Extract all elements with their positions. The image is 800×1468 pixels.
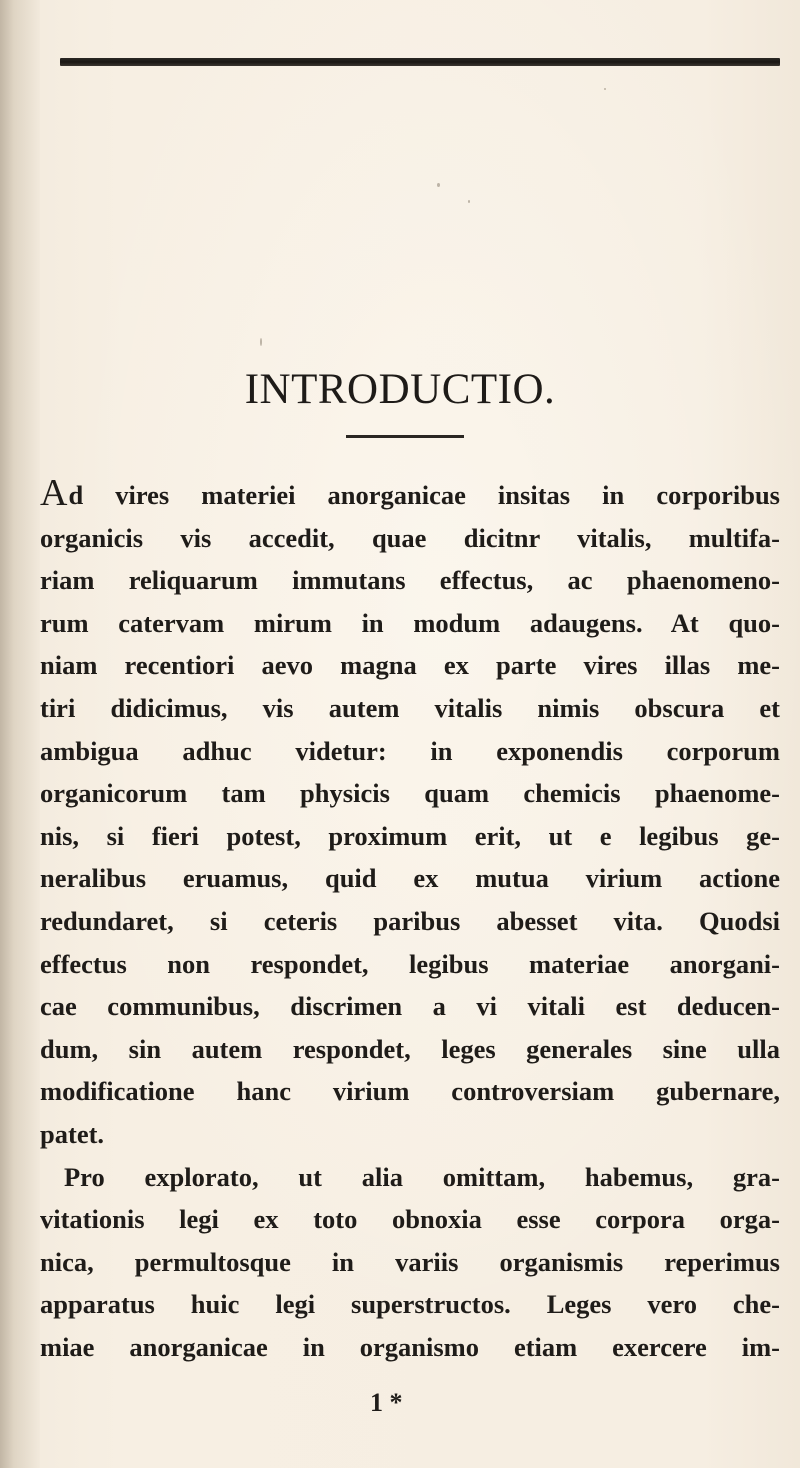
title-underline xyxy=(346,435,464,438)
binding-shadow xyxy=(0,0,40,1468)
page-title: INTRODUCTIO. xyxy=(244,365,556,413)
paper-speck xyxy=(437,183,440,187)
text-line: miae anorganicae in organismo etiam exercere im- xyxy=(40,1331,780,1362)
text-line: cae communibus, discrimen a vi vitali est deducen- xyxy=(40,991,780,1022)
text-line: organicorum tam physicis quam chemicis phaenome- xyxy=(40,778,780,809)
text-line: nica, permultosque in variis organismis reperimus xyxy=(40,1246,780,1277)
paper-speck xyxy=(468,200,470,203)
text-line: patet. xyxy=(40,1118,105,1149)
drop-cap: A xyxy=(40,472,68,514)
text-line: organicis vis accedit, quae dicitnr vitalis, multifa- xyxy=(40,522,780,553)
text-line xyxy=(40,474,780,517)
text-line: apparatus huic legi superstructos. Leges vero che- xyxy=(40,1289,780,1320)
text-line: Pro explorato, ut alia omittam, habemus, gra- xyxy=(64,1161,780,1192)
paper-speck xyxy=(260,338,262,346)
text-line: ambigua adhuc videtur: in exponendis corporum xyxy=(40,735,780,766)
text-line: riam reliquarum immutans effectus, ac phaenomeno- xyxy=(40,565,780,596)
text-line: modificatione hanc virium controversiam gubernare, xyxy=(40,1076,780,1107)
paper-speck xyxy=(604,88,606,90)
text-line: effectus non respondet, legibus materiae anorgani- xyxy=(40,948,780,979)
text-line: rum catervam mirum in modum adaugens. At quo- xyxy=(40,607,780,638)
text-line: redundaret, si ceteris paribus abesset vita. Quodsi xyxy=(40,905,780,936)
text-line: tiri didicimus, vis autem vitalis nimis obscura et xyxy=(40,692,780,723)
text-line: niam recentiori aevo magna ex parte vires illas me- xyxy=(40,650,780,681)
signature-mark: 1 * xyxy=(370,1388,403,1417)
body-text xyxy=(40,474,780,1368)
text-line: neralibus eruamus, quid ex mutua virium actione xyxy=(40,863,780,894)
text-line: vitationis legi ex toto obnoxia esse corpora orga- xyxy=(40,1204,780,1235)
first-line-text: d vires materiei anorganicae insitas in corporibus xyxy=(68,480,780,510)
text-line: nis, si fieri potest, proximum erit, ut e legibus ge- xyxy=(40,820,780,851)
text-line: dum, sin autem respondet, leges generales sine ulla xyxy=(40,1033,780,1064)
top-rule xyxy=(60,58,780,66)
